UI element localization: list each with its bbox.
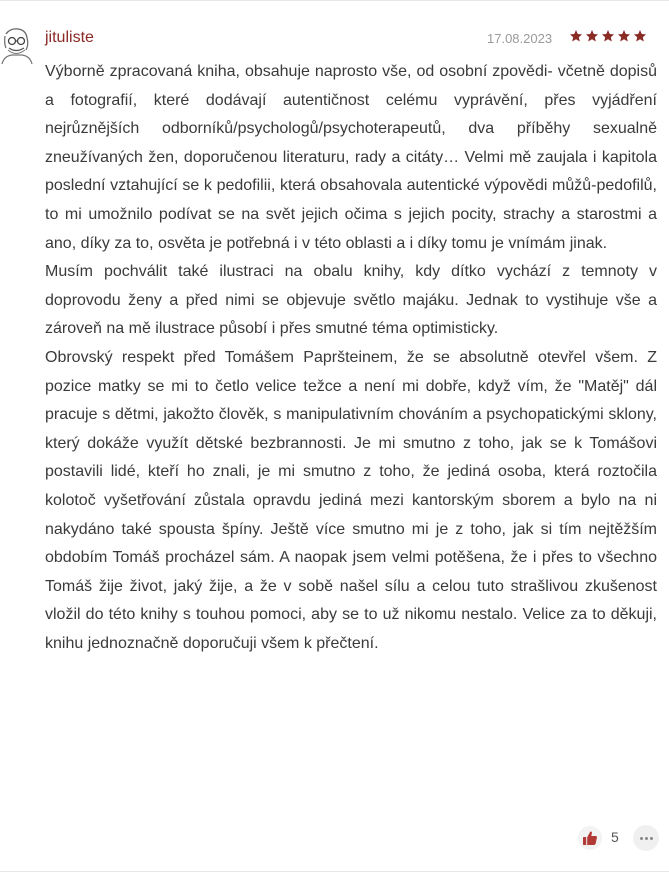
star-icon — [601, 29, 615, 43]
review-paragraph: Výborně zpracovaná kniha, obsahuje naprosto vše, od osobní zpovědi- včetně dopisů a fotografií, které dodávají autentičnost celému vyprávění, přes vyjádření nejrůznějších odborníků/psychologů/psychoterapeutů, dva příběhy sexualně zneužívaných žen, doporučenou literaturu, rady a citáty… Velmi mě zaujala i kapitola poslední vztahující se k pedofilii, která obsahovala autentické výpovědi můžů-pedofilů, to mi umožnilo podívat se na svět jejich očima s jejich pocity, strachy a starostmi a ano, díky za to, osvěta je potřebná i v této oblasti a i díky tomu je vnímám jinak. — [45, 63, 657, 252]
more-dots-icon — [640, 837, 653, 840]
review-date: 17.08.2023 — [487, 31, 553, 46]
review-text — [45, 58, 657, 658]
top-divider — [0, 0, 669, 1]
star-icon — [569, 29, 583, 43]
username-link[interactable]: jituliste — [45, 29, 94, 46]
review-paragraph: Obrovský respekt před Tomášem Papršteinem, že se absolutně otevřel všem. Z pozice matky se mi to četlo velice težce a není mi dobře, když vím, že "Matěj" dál pracuje s dětmi, jakožto člověk, s manipulativním chováním a psychopatickými sklony, který dokáže využít dětské bezbrannosti. Je mi smutno z toho, jak se k Tomášovi postavili lidé, kteří ho znali, je mi smutno z toho, že jediná osoba, která roztočila kolotoč vyšetřování zůstala opravdu jediná mezi kantorským sborem a bylo na ni nakydáno také spousta špíny. Ještě více smutno mi je z toho, jak si tím nejtěžším obdobím Tomáš procházel sám. A naopak jsem velmi potěšena, že i přes to všechno Tomáš žije život, jaký žije, a že v sobě našel sílu a celou tuto strašlivou zkušenost vložil do této knihy s touhou pomoci, aby se to už nikomu nestalo. Velice za to děkuji, knihu jednoznačně doporučuji všem k přečtení. — [45, 348, 657, 652]
star-icon — [633, 29, 647, 43]
like-button[interactable] — [578, 826, 602, 850]
review-paragraph: Musím pochválit také ilustraci na obalu knihy, kdy dítko vychází z temnoty v doprovodu ženy a před nimi se objevuje světlo majáku. Jednak to vystihuje vše a zároveň na mě ilustrace působí i přes smutné téma optimisticky. — [45, 263, 657, 338]
user-avatar-icon — [0, 26, 34, 64]
more-options-button[interactable] — [633, 825, 659, 851]
avatar[interactable] — [0, 26, 34, 64]
like-count: 5 — [611, 829, 619, 845]
star-icon — [585, 29, 599, 43]
star-icon — [617, 29, 631, 43]
bottom-divider — [0, 871, 669, 872]
thumbs-up-icon — [582, 830, 598, 846]
rating-stars — [569, 29, 647, 43]
